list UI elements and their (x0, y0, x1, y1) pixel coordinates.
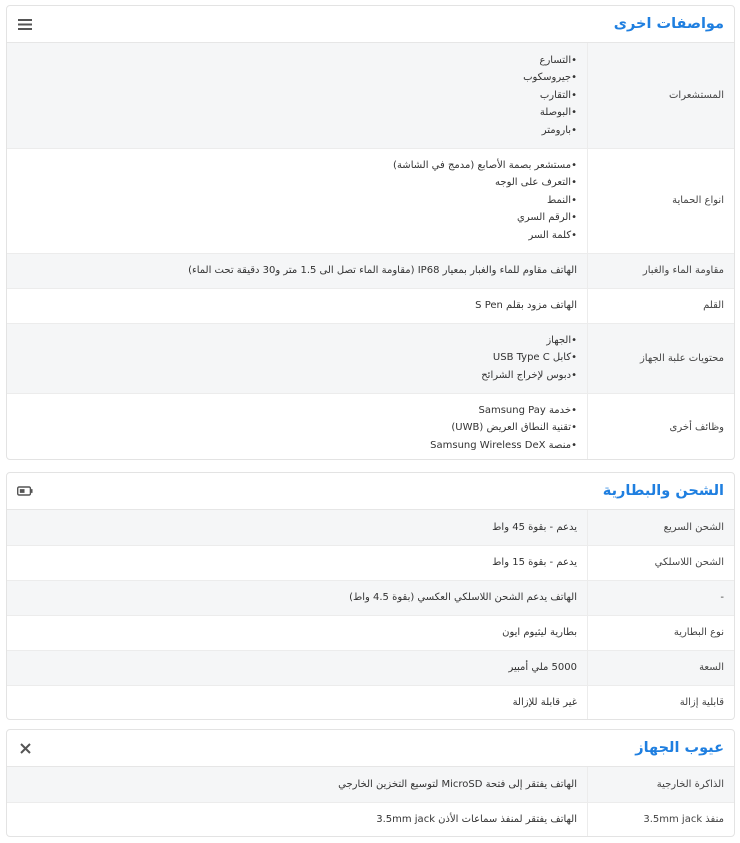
table-row (7, 615, 734, 650)
other-functions-list (7, 402, 577, 455)
row-label: مقاومة الماء والغبار (588, 253, 735, 288)
list-item: • كلمة السر (7, 227, 577, 245)
list-item: • التسارع (7, 52, 577, 70)
list-item: • كابل USB Type C (7, 349, 577, 367)
table-row (7, 580, 734, 615)
row-value: يدعم - بقوة 45 واط (7, 510, 588, 545)
battery-table (7, 510, 734, 720)
defects-card (6, 729, 735, 837)
list-item: • منصة Samsung Wireless DeX (7, 437, 577, 455)
row-label: الشحن السريع (588, 510, 735, 545)
battery-header (7, 473, 734, 510)
row-label: القلم (588, 288, 735, 323)
box-contents-list (7, 332, 577, 385)
table-row (7, 767, 734, 802)
row-label: - (588, 580, 735, 615)
row-label: منفذ 3.5mm jack (588, 802, 735, 837)
list-item: • تقنية النطاق العريض (UWB) (7, 419, 577, 437)
row-value: يدعم - بقوة 15 واط (7, 545, 588, 580)
table-row (7, 43, 734, 148)
row-label: المستشعرات (588, 43, 735, 148)
table-row (7, 650, 734, 685)
row-label: السعة (588, 650, 735, 685)
list-item: • التقارب (7, 87, 577, 105)
other-specs-header (7, 6, 734, 43)
menu-icon[interactable] (17, 16, 33, 32)
list-item: • خدمة Samsung Pay (7, 402, 577, 420)
list-item: • النمط (7, 192, 577, 210)
table-row (7, 253, 734, 288)
row-value: الهاتف مقاوم للماء والغبار بمعيار IP68 (مقاومة الماء تصل الى 1.5 متر و30 دقيقة تحت الماء) (7, 253, 588, 288)
row-label: وظائف أخرى (588, 393, 735, 460)
row-value: الهاتف يدعم الشحن اللاسلكي العكسي (بقوة 4.5 واط) (7, 580, 588, 615)
sensor-list (7, 52, 577, 140)
table-row (7, 323, 734, 393)
row-value: 5000 ملي أمبير (7, 650, 588, 685)
battery-title: الشحن والبطارية (602, 483, 724, 499)
defects-header (7, 730, 734, 767)
battery-card (6, 472, 735, 720)
row-label: قابلية إزالة (588, 685, 735, 720)
table-row (7, 393, 734, 460)
row-value: بطارية ليثيوم ايون (7, 615, 588, 650)
list-item: • مستشعر بصمة الأصابع (مدمج في الشاشة) (7, 157, 577, 175)
row-value: الهاتف يفتقر لمنفذ سماعات الأذن 3.5mm jack (7, 802, 588, 837)
list-item: • الجهاز (7, 332, 577, 350)
table-row (7, 510, 734, 545)
row-value: الهاتف يفتقر إلى فتحة MicroSD لتوسيع التخزين الخارجي (7, 767, 588, 802)
defects-title: عيوب الجهاز (635, 740, 724, 756)
battery-icon (17, 483, 33, 499)
protection-list (7, 157, 577, 245)
row-label: نوع البطارية (588, 615, 735, 650)
table-row (7, 685, 734, 720)
row-label: محتويات علبة الجهاز (588, 323, 735, 393)
list-item: • الرقم السري (7, 209, 577, 227)
list-item: • التعرف على الوجه (7, 174, 577, 192)
list-item: • البوصلة (7, 104, 577, 122)
table-row (7, 802, 734, 837)
list-item: • جيروسكوب (7, 69, 577, 87)
list-item: • دبوس لإخراج الشرائح (7, 367, 577, 385)
other-specs-title: مواصفات اخرى (613, 16, 724, 32)
row-value: غير قابلة للإزالة (7, 685, 588, 720)
row-label: انواع الحماية (588, 148, 735, 253)
row-label: الشحن اللاسلكي (588, 545, 735, 580)
table-row (7, 288, 734, 323)
row-label: الذاكرة الخارجية (588, 767, 735, 802)
defects-table (7, 767, 734, 837)
table-row (7, 545, 734, 580)
list-item: • بارومتر (7, 122, 577, 140)
table-row (7, 148, 734, 253)
row-value: الهاتف مزود بقلم S Pen (7, 288, 588, 323)
close-icon[interactable] (17, 740, 33, 756)
other-specs-card (6, 5, 735, 460)
other-specs-table (7, 43, 734, 460)
